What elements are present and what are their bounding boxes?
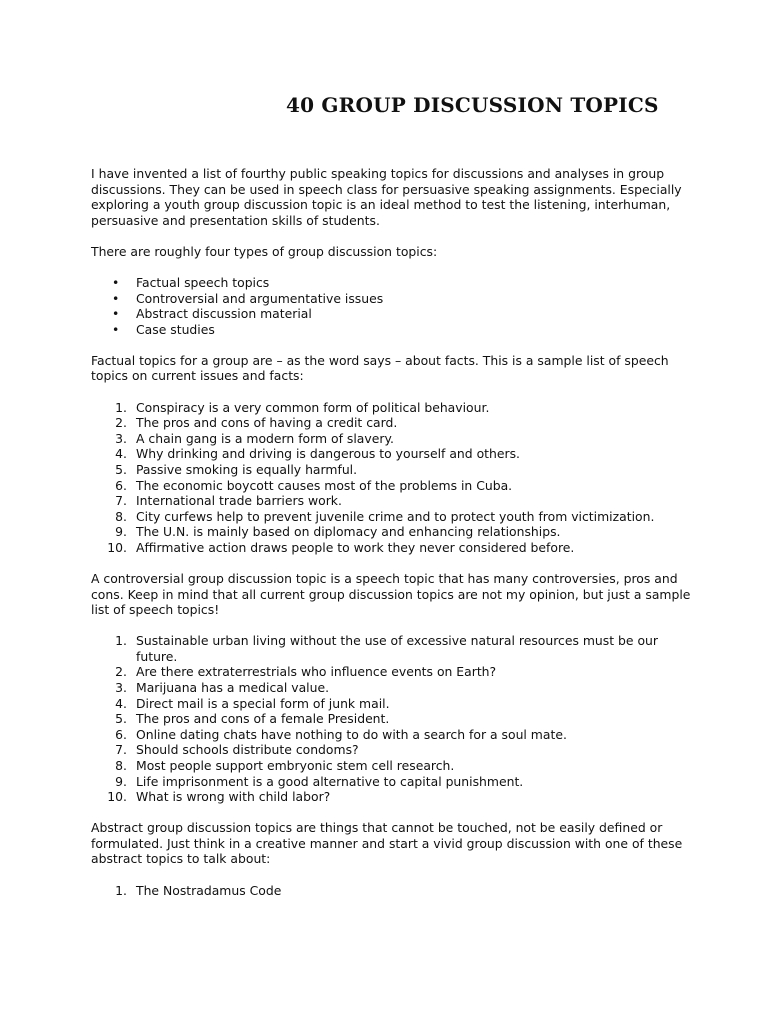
list-item: 5. Passive smoking is equally harmful. — [115, 461, 358, 477]
list-item: 3. Marijuana has a medical value. — [115, 680, 330, 696]
list-item: 6. The economic boycott causes most of the problems in Cuba. — [115, 477, 513, 493]
abstract-topics-list — [91, 883, 691, 899]
controversial-topics-list — [91, 633, 691, 805]
abstract-intro-paragraph: Abstract group discussion topics are things that cannot be touched, not be easily defined or formulated. Just think in a creative manner and start a vivid group discussion with one of these abstract topics to talk about: — [91, 820, 683, 867]
list-item: 3. A chain gang is a modern form of slavery. — [115, 430, 394, 446]
list-item: 2. Are there extraterrestrials who influence events on Earth? — [115, 664, 497, 680]
types-heading: There are roughly four types of group discussion topics: — [91, 243, 438, 259]
list-item: 6. Online dating chats have nothing to do with a search for a soul mate. — [115, 726, 567, 742]
list-item: 7. Should schools distribute condoms? — [115, 742, 359, 758]
list-item: 7. International trade barriers work. — [115, 493, 342, 509]
list-item: 8. Most people support embryonic stem cell research. — [115, 758, 455, 773]
list-item: • Controversial and argumentative issues — [112, 290, 384, 306]
factual-topics-list — [91, 400, 691, 556]
factual-intro-paragraph: Factual topics for a group are – as the word says – about facts. This is a sample list of speech topics on current issues and facts: — [91, 352, 669, 384]
page-title: 40 GROUP DISCUSSION TOPICS — [286, 93, 659, 117]
list-item: 4. Direct mail is a special form of junk mail. — [115, 695, 390, 711]
list-item: 10. What is wrong with child labor? — [107, 789, 331, 805]
list-item: 9. The U.N. is mainly based on diplomacy and enhancing relationships. — [115, 524, 561, 540]
list-item: 2. The pros and cons of having a credit card. — [115, 415, 398, 431]
list-item: 8. City curfews help to prevent juvenile crime and to protect youth from victimization. — [115, 508, 655, 524]
bullet-icon: • — [112, 306, 120, 322]
list-item: 9. Life imprisonment is a good alternative to capital punishment. — [115, 773, 524, 789]
list-item: • Case studies — [112, 321, 215, 337]
list-item: 5. The pros and cons of a female President. — [115, 711, 390, 727]
bullet-icon: • — [112, 274, 120, 290]
document-body — [91, 166, 691, 914]
list-item: 4. Why drinking and driving is dangerous to yourself and others. — [115, 446, 520, 462]
list-item: 1. The Nostradamus Code — [115, 882, 282, 898]
controversial-intro-paragraph: A controversial group discussion topic is a speech topic that has many controversies, pros and cons. Keep in mind that all current group discussion topics are not my opinion, but just a sample list of speech topics! — [91, 570, 691, 618]
bullet-icon: • — [112, 321, 120, 337]
bullet-icon: • — [112, 290, 120, 306]
list-item: • Factual speech topics — [112, 274, 270, 290]
list-item: • Abstract discussion material — [112, 306, 312, 322]
list-item: 10. Affirmative action draws people to work they never considered before. — [107, 539, 575, 555]
list-item: 1. Sustainable urban living without the use of excessive natural resources must be our future. — [115, 633, 658, 664]
topic-types-list — [91, 275, 691, 337]
list-item: 1. Conspiracy is a very common form of political behaviour. — [115, 399, 490, 415]
intro-paragraph: I have invented a list of fourthy public speaking topics for discussions and analyses in group discussions. They can be used in speech class for persuasive speaking assignments. Especially exploring a youth group discussion topic is an ideal method to test the listening, interhuman, persuasive and presentation skills of students. — [91, 166, 682, 228]
